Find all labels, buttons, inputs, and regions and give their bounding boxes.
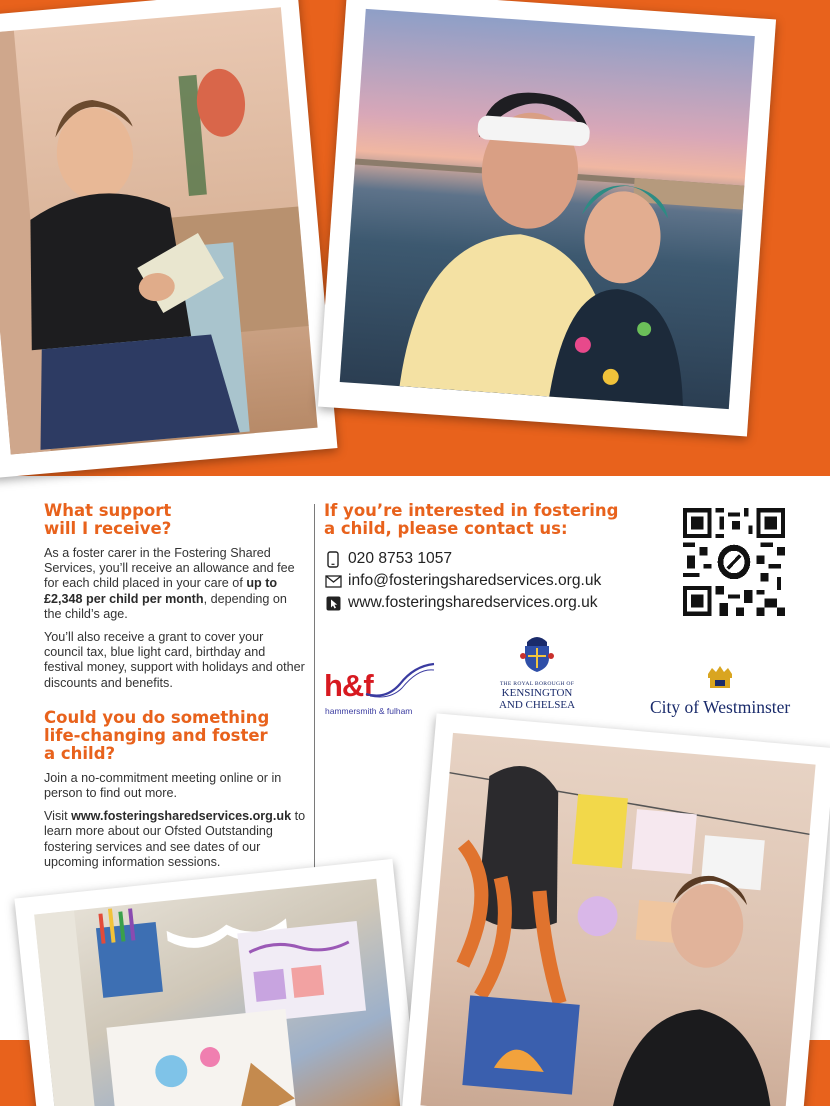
foster-heading-line2: life-changing and foster xyxy=(44,725,268,745)
hammersmith-fulham-logo xyxy=(324,660,439,720)
rbkc-crest-icon xyxy=(519,632,555,674)
westminster-name: City of Westminster xyxy=(650,697,791,717)
email-address[interactable]: info@fosteringsharedservices.org.uk xyxy=(348,572,602,589)
westminster-crest-icon xyxy=(704,666,736,690)
visit-text-end: to learn more about our Ofsted Outstanding fostering services and see dates of our upcoming information sessions. xyxy=(44,809,306,869)
support-heading-line2: will I receive? xyxy=(44,519,172,538)
meeting-paragraph: Join a no-commitment meeting online or in person to find out more. xyxy=(44,770,282,801)
contact-heading xyxy=(324,502,654,538)
rbkc-line1: KENSINGTON xyxy=(501,687,573,699)
cursor-icon xyxy=(324,594,342,612)
email-row[interactable] xyxy=(324,570,654,592)
allowance-text-end: , depending on the child’s age. xyxy=(44,591,287,621)
contact-heading-line1: If you’re interested in fostering xyxy=(324,501,619,520)
grant-paragraph: You’ll also receive a grant to cover your council tax, blue light card, birthday and festival money, support with holidays and other discounts and benefits. xyxy=(44,630,305,690)
website-url[interactable]: www.fosteringsharedservices.org.uk xyxy=(348,594,598,611)
visit-paragraph xyxy=(44,809,306,870)
support-section xyxy=(44,502,306,870)
qr-code-graphic xyxy=(683,508,785,616)
artwork-wall-illustration xyxy=(420,733,815,1106)
art-supplies-illustration xyxy=(34,879,402,1106)
photo-art-supplies xyxy=(14,859,421,1106)
foster-heading-line1: Could you do something xyxy=(44,707,270,727)
phone-icon xyxy=(324,550,342,568)
qr-code[interactable] xyxy=(683,508,785,616)
man-reading-illustration xyxy=(0,7,318,454)
hf-mark: h&f xyxy=(324,668,373,703)
westminster-logo xyxy=(650,666,790,718)
hf-name: hammersmith & fulham xyxy=(325,706,413,716)
envelope-icon xyxy=(324,572,342,590)
website-row[interactable] xyxy=(324,592,654,614)
photo-couple-selfie xyxy=(318,0,776,436)
column-divider xyxy=(314,504,315,876)
support-heading xyxy=(44,502,306,538)
photo-man-with-artwork xyxy=(401,713,830,1106)
hf-swoosh-icon xyxy=(364,660,436,700)
foster-heading-line3: a child? xyxy=(44,743,116,763)
kensington-chelsea-logo xyxy=(494,632,580,711)
rbkc-line2: AND CHELSEA xyxy=(498,699,576,711)
contact-heading-line2: a child, please contact us: xyxy=(324,519,568,538)
rbkc-small-line: THE ROYAL BOROUGH OF xyxy=(499,681,575,687)
visit-text-start: Visit xyxy=(44,809,72,824)
photo-man-reading xyxy=(0,0,337,478)
photo-man-with-artwork-image xyxy=(420,733,815,1106)
allowance-paragraph xyxy=(44,546,306,622)
photo-art-supplies-image xyxy=(34,879,402,1106)
allowance-amount: up to £2,348 per child per month xyxy=(44,576,278,606)
photo-man-reading-image xyxy=(0,7,318,454)
support-heading-line1: What support xyxy=(44,501,172,520)
contact-section xyxy=(324,502,654,614)
foster-heading xyxy=(44,709,306,763)
allowance-text-start: As a foster carer in the Fostering Shared Services, you’ll receive an allowance and fee for each child placed in your care of xyxy=(44,546,295,591)
photo-couple-selfie-image xyxy=(340,9,755,409)
couple-illustration xyxy=(340,9,755,409)
visit-website-link[interactable]: www.fosteringsharedservices.org.uk xyxy=(71,809,292,824)
phone-number[interactable]: 020 8753 1057 xyxy=(348,550,453,567)
phone-row[interactable] xyxy=(324,548,654,570)
